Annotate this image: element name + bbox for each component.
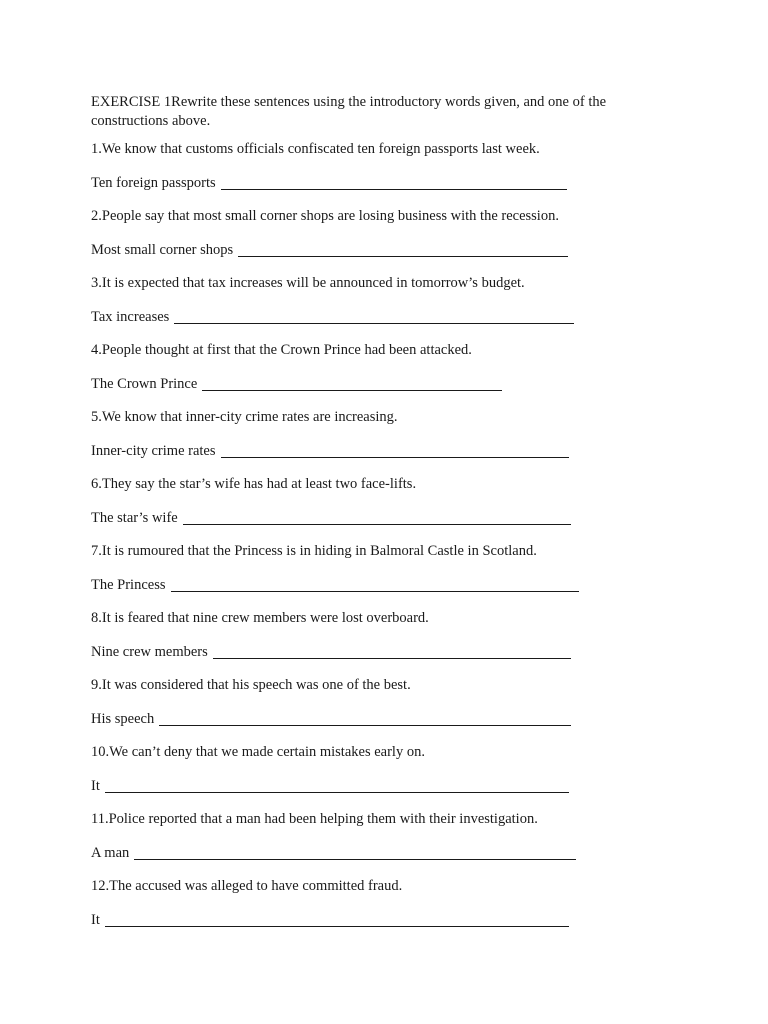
answer-blank[interactable] [183, 510, 571, 525]
item-sentence: 7.It is rumoured that the Princess is in hiding in Balmoral Castle in Scotland. [91, 543, 537, 559]
item-prompt: Ten foreign passports [91, 174, 216, 191]
item-prompt: Inner-city crime rates [91, 442, 216, 459]
item-prompt: A man [91, 844, 130, 861]
item-answer-line [91, 710, 651, 729]
item-prompt: The Princess [91, 576, 166, 593]
answer-blank[interactable] [105, 912, 569, 927]
exercise-item [91, 542, 651, 595]
answer-blank[interactable] [134, 845, 576, 860]
item-prompt: The star’s wife [91, 509, 178, 526]
item-prompt: Most small corner shops [91, 241, 234, 258]
item-answer-line [91, 241, 651, 260]
answer-blank[interactable] [171, 577, 579, 592]
answer-blank[interactable] [221, 175, 567, 190]
item-prompt: His speech [91, 710, 155, 727]
item-answer-line [91, 844, 651, 863]
exercise-item [91, 140, 651, 193]
item-sentence: 5.We know that inner-city crime rates are increasing. [91, 409, 398, 425]
item-sentence: 3.It is expected that tax increases will be announced in tomorrow’s budget. [91, 275, 525, 291]
exercise-item [91, 810, 651, 863]
exercise-item [91, 341, 651, 394]
answer-blank[interactable] [238, 242, 568, 257]
item-sentence: 4.People thought at first that the Crown Prince had been attacked. [91, 342, 472, 358]
worksheet-page [91, 93, 651, 944]
item-answer-line [91, 777, 651, 796]
item-sentence: 9.It was considered that his speech was one of the best. [91, 677, 411, 693]
exercise-item [91, 475, 651, 528]
item-answer-line [91, 576, 651, 595]
item-sentence: 8.It is feared that nine crew members were lost overboard. [91, 610, 429, 626]
item-sentence: 2.People say that most small corner shops are losing business with the recession. [91, 208, 559, 224]
item-prompt: It [91, 911, 100, 928]
item-answer-line [91, 911, 651, 930]
exercise-item [91, 676, 651, 729]
item-answer-line [91, 375, 651, 394]
item-sentence: 12.The accused was alleged to have committed fraud. [91, 878, 403, 894]
item-answer-line [91, 174, 651, 193]
exercise-item [91, 207, 651, 260]
item-sentence: 11.Police reported that a man had been helping them with their investigation. [91, 811, 538, 827]
item-sentence: 6.They say the star’s wife has had at least two face-lifts. [91, 476, 417, 492]
item-answer-line [91, 509, 651, 528]
exercise-item [91, 609, 651, 662]
item-answer-line [91, 442, 651, 461]
exercise-item [91, 877, 651, 930]
exercise-item [91, 274, 651, 327]
item-prompt: Nine crew members [91, 643, 208, 660]
exercise-instructions: EXERCISE 1Rewrite these sentences using the introductory words given, and one of the constructions above. [91, 94, 607, 129]
exercise-item [91, 743, 651, 796]
item-answer-line [91, 308, 651, 327]
item-prompt: It [91, 777, 100, 794]
answer-blank[interactable] [105, 778, 569, 793]
answer-blank[interactable] [221, 443, 569, 458]
answer-blank[interactable] [202, 376, 502, 391]
item-prompt: Tax increases [91, 308, 170, 325]
exercise-items [91, 140, 651, 930]
answer-blank[interactable] [213, 644, 571, 659]
answer-blank[interactable] [174, 309, 574, 324]
answer-blank[interactable] [159, 711, 571, 726]
exercise-item [91, 408, 651, 461]
item-prompt: The Crown Prince [91, 375, 198, 392]
item-answer-line [91, 643, 651, 662]
item-sentence: 1.We know that customs officials confiscated ten foreign passports last week. [91, 141, 540, 157]
item-sentence: 10.We can’t deny that we made certain mistakes early on. [91, 744, 425, 760]
